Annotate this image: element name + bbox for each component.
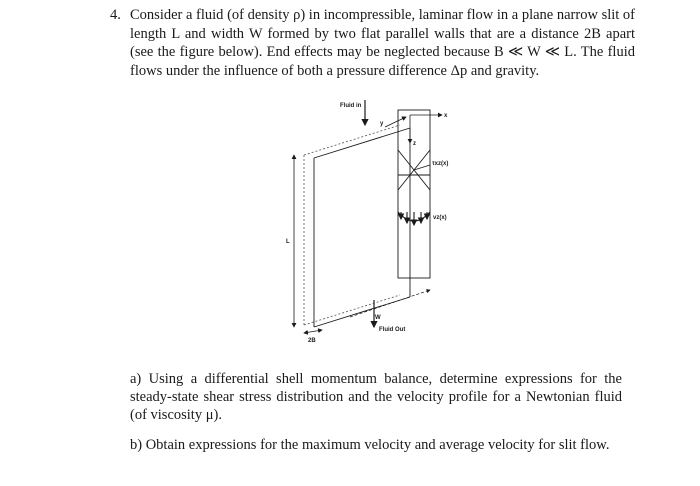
fluid-in-label: Fluid in bbox=[340, 103, 362, 109]
width-dimension bbox=[350, 290, 430, 317]
part-a: a) Using a differential shell momentum balance, determine expressions for the steady-state shear stress distribution and the velocity profile for a Newtonian fluid (of viscosity μ). bbox=[130, 371, 622, 424]
gap-label: 2B bbox=[308, 338, 316, 344]
x-axis-label: x bbox=[444, 113, 448, 119]
slit-flow-diagram bbox=[280, 95, 460, 355]
z-axis-label: z bbox=[413, 141, 416, 147]
velocity-profile bbox=[398, 212, 430, 225]
question-number: 4. bbox=[110, 7, 121, 23]
width-label: W bbox=[375, 315, 381, 321]
fluid-out-label: Fluid Out bbox=[379, 327, 406, 333]
shear-stress-label: τxz(x) bbox=[432, 161, 449, 167]
shear-stress-profile bbox=[398, 150, 430, 190]
gap-dimension bbox=[304, 330, 322, 333]
question-parts bbox=[130, 370, 622, 465]
y-axis-label: y bbox=[380, 121, 384, 127]
question-text: Consider a fluid (of density ρ) in incompressible, laminar flow in a plane narrow slit of length L and width W formed by two flat parallel walls that are a distance 2B apart (see the figure below). End effects may be neglected because B ≪ W ≪ L. The fluid flows under the influence of both a pressure difference Δp and gravity. bbox=[130, 7, 635, 79]
front-wall bbox=[314, 128, 410, 327]
profile-plane bbox=[398, 110, 430, 278]
part-b: b) Obtain expressions for the maximum velocity and average velocity for slit flow. bbox=[130, 436, 610, 453]
slit-flow-figure bbox=[280, 95, 460, 355]
velocity-label: vz(x) bbox=[433, 215, 447, 221]
length-label: L bbox=[286, 239, 290, 245]
y-axis-arrow bbox=[385, 117, 406, 127]
back-wall bbox=[304, 125, 400, 325]
